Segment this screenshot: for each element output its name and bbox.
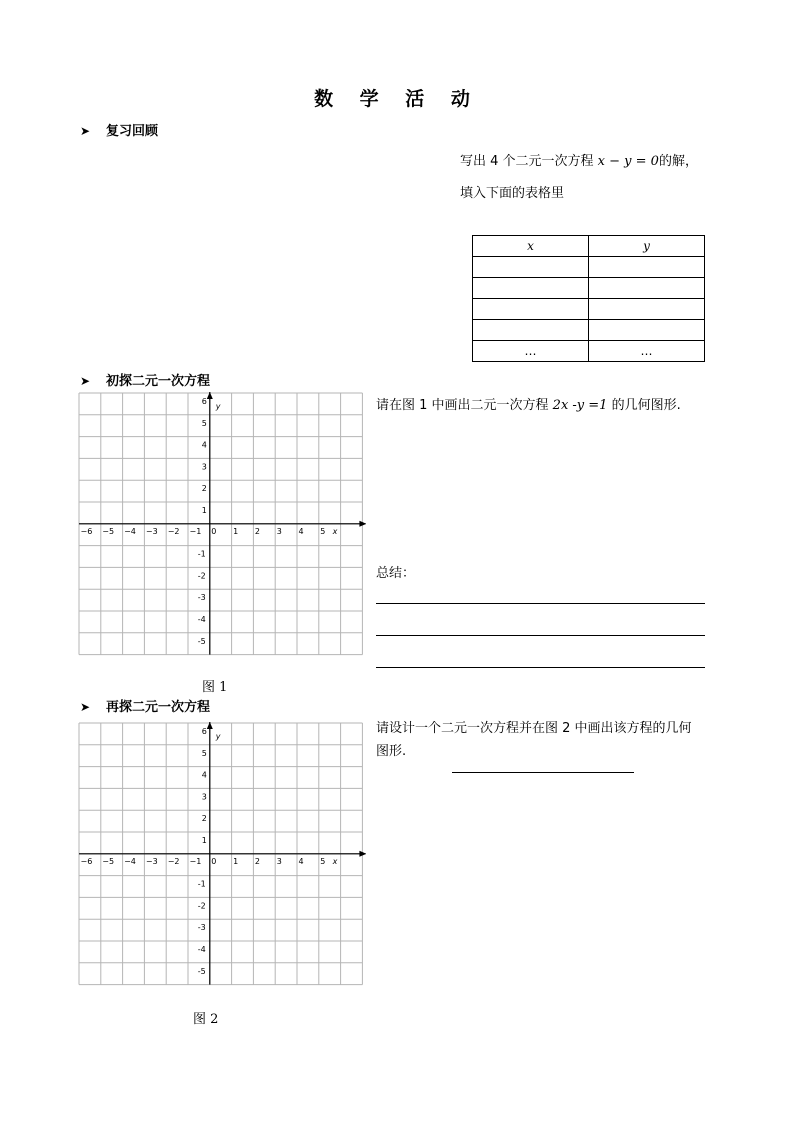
arrowhead-bullet-icon: ➤ (80, 374, 91, 388)
y-tick-label: -4 (197, 615, 206, 624)
arrowhead-bullet-icon: ➤ (80, 700, 91, 714)
arrowhead-bullet-icon: ➤ (80, 124, 91, 138)
x-tick-label: 1 (233, 856, 239, 866)
y-tick-label: 6 (201, 397, 207, 406)
y-axis-label: y (215, 732, 221, 741)
y-tick-label: -3 (197, 593, 206, 603)
table-cell[interactable] (589, 278, 705, 299)
y-tick-label: 2 (201, 484, 207, 494)
review-prompt-line1: 写出 4 个二元一次方程 x − y = 0的解， (460, 154, 698, 169)
x-tick-label: 4 (298, 856, 304, 866)
page-title: 数 学 活 动 (314, 88, 480, 110)
figure1-prompt: 请在图 1 中画出二元一次方程 2x -y =1 的几何图形. (376, 398, 681, 413)
table-header-row (473, 236, 705, 257)
figure2-prompt-line2: 图形. (376, 744, 407, 759)
y-tick-label: 5 (201, 418, 207, 428)
table-cell: … (589, 341, 705, 362)
section-review-heading: ➤ 复习回顾 (80, 124, 159, 139)
y-tick-label: 2 (201, 814, 207, 824)
x-tick-label: −5 (102, 856, 115, 866)
table-row (473, 341, 705, 362)
review-prompt-line2: 填入下面的表格里 (460, 186, 565, 201)
x-tick-label: 3 (276, 526, 282, 536)
y-tick-label: 4 (201, 440, 207, 450)
y-tick-label: 6 (201, 727, 207, 736)
table-cell[interactable] (589, 299, 705, 320)
table-cell[interactable] (473, 257, 589, 278)
y-tick-label: -2 (197, 571, 206, 581)
x-tick-label: −4 (124, 856, 136, 866)
summary-answer-line[interactable] (376, 667, 705, 668)
y-tick-label: -2 (197, 901, 206, 911)
equation-answer-line[interactable] (452, 772, 634, 773)
y-tick-label: -1 (197, 879, 206, 889)
x-tick-label: −5 (102, 526, 115, 536)
equation: x − y = 0 (597, 154, 659, 169)
y-tick-label: -5 (197, 966, 206, 976)
section-re-explore-heading: ➤ 再探二元一次方程 (80, 700, 211, 715)
x-tick-label: −6 (80, 856, 93, 866)
y-tick-label: 3 (201, 792, 207, 802)
y-tick-label: 3 (201, 462, 207, 472)
y-tick-label: -5 (197, 636, 206, 646)
x-tick-label: 5 (320, 856, 326, 866)
table-cell: … (473, 341, 589, 362)
table-cell[interactable] (473, 278, 589, 299)
y-tick-label: 1 (201, 506, 207, 515)
y-tick-label: -4 (197, 945, 206, 954)
x-axis-label: x (332, 526, 338, 536)
column-header-y: y (589, 236, 705, 257)
coordinate-grid-figure-2[interactable] (78, 722, 366, 988)
origin-label: 0 (211, 526, 217, 536)
table-row (473, 278, 705, 299)
y-tick-label: -1 (197, 549, 206, 559)
figure2-prompt-line1: 请设计一个二元一次方程并在图 2 中画出该方程的几何 (376, 721, 692, 736)
table-row (473, 320, 705, 341)
table-cell[interactable] (589, 320, 705, 341)
column-header-x: x (473, 236, 589, 257)
y-tick-label: 4 (201, 770, 207, 780)
equation: 2x -y =1 (552, 398, 608, 413)
x-tick-label: −2 (167, 856, 180, 866)
x-tick-label: 1 (233, 526, 239, 536)
x-tick-label: −4 (124, 526, 136, 536)
x-axis-label: x (332, 856, 338, 866)
section-first-explore-heading: ➤ 初探二元一次方程 (80, 374, 211, 389)
table-cell[interactable] (473, 299, 589, 320)
x-tick-label: −6 (80, 526, 93, 536)
x-tick-label: −3 (145, 856, 158, 866)
table-cell[interactable] (589, 257, 705, 278)
table-cell[interactable] (473, 320, 589, 341)
y-tick-label: -3 (197, 923, 206, 933)
x-tick-label: 4 (298, 526, 304, 536)
y-axis-label: y (215, 402, 221, 411)
summary-answer-line[interactable] (376, 635, 705, 636)
x-tick-label: 3 (276, 856, 282, 866)
coordinate-grid-figure-1[interactable] (78, 392, 366, 658)
x-tick-label: 2 (254, 856, 260, 866)
y-tick-label: 5 (201, 748, 207, 758)
x-tick-label: 5 (320, 526, 326, 536)
x-tick-label: −2 (167, 526, 180, 536)
table-row (473, 299, 705, 320)
solution-table (472, 235, 705, 362)
x-tick-label: −3 (145, 526, 158, 536)
summary-answer-line[interactable] (376, 603, 705, 604)
figure-caption-2: 图 2 (193, 1012, 219, 1027)
origin-label: 0 (211, 856, 217, 866)
y-tick-label: 1 (201, 836, 207, 845)
x-tick-label: 2 (254, 526, 260, 536)
summary-label: 总结： (376, 566, 416, 581)
x-tick-label: −1 (189, 526, 202, 536)
x-tick-label: −1 (189, 856, 202, 866)
figure-caption-1: 图 1 (202, 680, 228, 695)
table-row (473, 257, 705, 278)
